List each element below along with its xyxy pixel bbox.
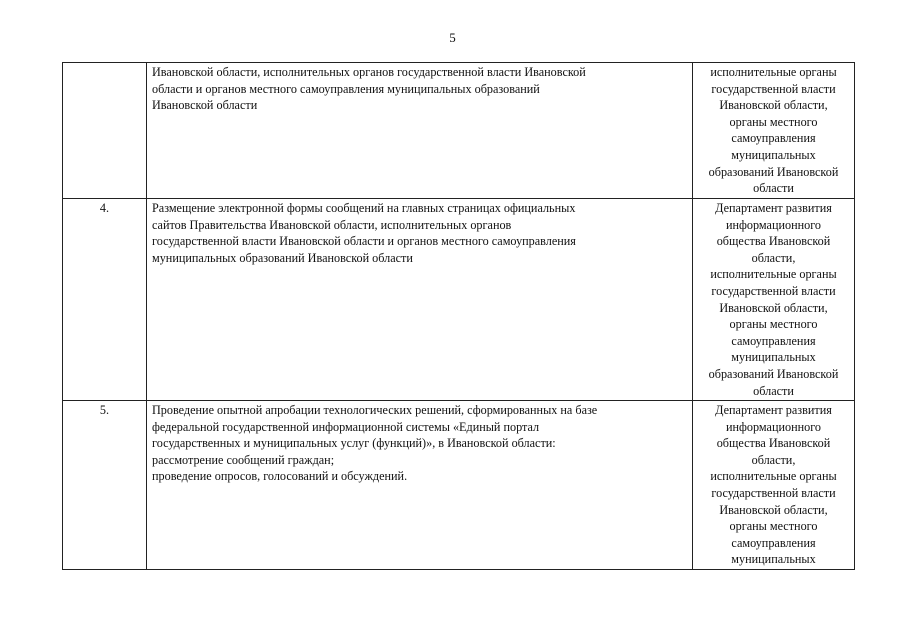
- responsible-line: области,: [751, 452, 796, 467]
- table-row: [63, 199, 855, 401]
- responsible-line: Департамент развития: [715, 201, 832, 215]
- responsible-line: исполнительные органы: [710, 469, 837, 484]
- row-number: 4.: [99, 201, 110, 215]
- responsible-line: органы местного: [729, 519, 818, 534]
- description-line: Проведение опытной апробации технологических решений, сформированных на базе: [152, 403, 598, 417]
- description-line: Ивановской области: [152, 98, 258, 113]
- responsible-line: государственной власти: [711, 81, 836, 96]
- description-line: государственных и муниципальных услуг (функций)», в Ивановской области:: [152, 436, 556, 451]
- table-row: [63, 63, 855, 199]
- responsible-line: образований Ивановской: [708, 164, 839, 179]
- responsible-line: государственной власти: [711, 485, 836, 500]
- responsible-line: органы местного: [729, 114, 818, 129]
- responsible-line: области: [753, 383, 794, 398]
- responsible-line: органы местного: [729, 317, 818, 332]
- responsible-line: муниципальных: [731, 552, 816, 567]
- description-line: проведение опросов, голосований и обсуждений.: [152, 469, 408, 484]
- description-line: области и органов местного самоуправления муниципальных образований: [152, 81, 540, 96]
- responsible-line: области,: [751, 250, 796, 265]
- responsible-line: государственной власти: [711, 283, 836, 298]
- responsible-line: Ивановской области,: [719, 300, 828, 315]
- measures-table: [62, 62, 855, 570]
- responsible-line: самоуправления: [731, 333, 816, 348]
- responsible-line: самоуправления: [731, 131, 816, 146]
- responsible-line: Департамент развития: [715, 403, 832, 417]
- responsible-line: информационного: [725, 419, 822, 434]
- responsible-line: информационного: [725, 217, 822, 232]
- responsible-line: самоуправления: [731, 535, 816, 550]
- responsible-line: муниципальных: [731, 147, 816, 162]
- description-line: государственной власти Ивановской области и органов местного самоуправления: [152, 234, 576, 249]
- responsible-line: исполнительные органы: [710, 267, 837, 282]
- responsible-line: Ивановской области,: [719, 502, 828, 517]
- responsible-line: области: [753, 181, 794, 196]
- row-number: 5.: [99, 403, 110, 417]
- row-number-cell: [63, 401, 147, 570]
- page-number: 5: [449, 30, 456, 45]
- responsible-line: общества Ивановской: [716, 436, 831, 451]
- responsible-cell: [693, 63, 855, 199]
- row-number-cell: [63, 199, 147, 401]
- table-row: [63, 401, 855, 570]
- description-cell: [147, 63, 693, 199]
- description-cell: [147, 401, 693, 570]
- responsible-cell: [693, 199, 855, 401]
- description-cell: [147, 199, 693, 401]
- description-line: сайтов Правительства Ивановской области, исполнительных органов: [152, 217, 512, 232]
- responsible-line: образований Ивановской: [708, 366, 839, 381]
- responsible-line: Ивановской области,: [719, 98, 828, 113]
- description-line: рассмотрение сообщений граждан;: [152, 452, 335, 467]
- description-line: федеральной государственной информационной системы «Единый портал: [152, 419, 540, 434]
- row-number-cell: [63, 63, 147, 199]
- responsible-cell: [693, 401, 855, 570]
- description-line: Ивановской области, исполнительных органов государственной власти Ивановской: [152, 65, 586, 79]
- responsible-line: исполнительные органы: [710, 65, 837, 79]
- responsible-line: общества Ивановской: [716, 234, 831, 249]
- description-line: Размещение электронной формы сообщений на главных страницах официальных: [152, 201, 576, 215]
- description-line: муниципальных образований Ивановской области: [152, 250, 413, 265]
- responsible-line: муниципальных: [731, 350, 816, 365]
